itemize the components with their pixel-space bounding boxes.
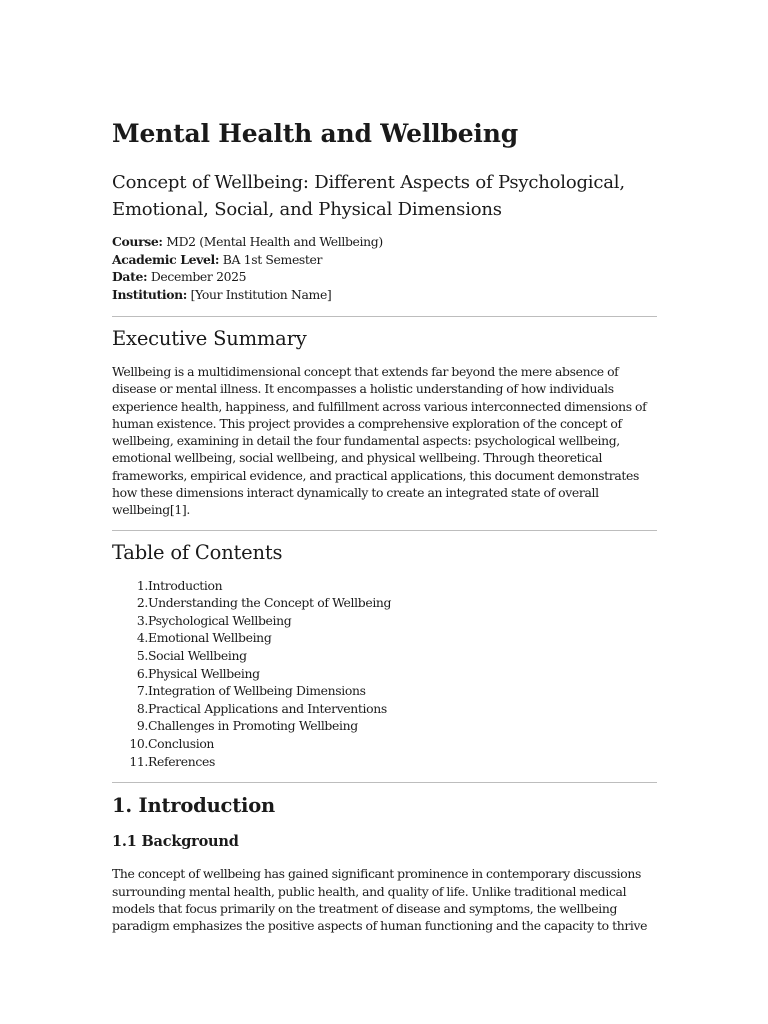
meta-academic-level-value: BA 1st Semester (222, 251, 323, 267)
toc-item[interactable] (112, 753, 657, 771)
meta-institution-value: [Your Institution Name] (190, 286, 332, 302)
meta-course-label: Course: (112, 234, 163, 249)
document-subtitle: Concept of Wellbeing: Different Aspects of Psychological, Emotional, Social, and Physical Dimensions (112, 172, 625, 220)
divider (112, 782, 657, 783)
toc-item-label: References (148, 753, 215, 769)
meta-institution-label: Institution: (112, 286, 188, 302)
meta-date-label: Date: (112, 269, 148, 284)
toc-item-number: 9. (136, 718, 148, 734)
toc-heading: Table of Contents (112, 540, 283, 564)
document-title: Mental Health and Wellbeing (112, 119, 518, 148)
toc-item-number: 10. (129, 736, 148, 752)
toc-item[interactable] (112, 665, 657, 683)
meta-academic-level-label: Academic Level: (112, 251, 220, 267)
table-of-contents (112, 577, 657, 771)
toc-item-label: Physical Wellbeing (148, 665, 260, 681)
divider (112, 316, 657, 317)
meta-course (112, 233, 657, 251)
toc-item-number: 3. (136, 612, 148, 628)
meta-course-value: MD2 (Mental Health and Wellbeing) (166, 234, 383, 249)
introduction-text: The concept of wellbeing has gained significant prominence in contemporary discussions surrounding mental health, public health, and quality of life. Unlike traditional medical models that focus primarily on the treatment of disease and symptoms, the wellbeing paradigm emphasizes the positive aspects of human functioning and the capacity to thrive (112, 866, 648, 934)
toc-item-number: 7. (136, 683, 148, 699)
toc-item[interactable] (112, 577, 657, 595)
toc-item-number: 11. (129, 753, 148, 769)
toc-item-label: Practical Applications and Interventions (148, 700, 387, 716)
introduction-heading: 1. Introduction (112, 794, 276, 818)
toc-item-number: 4. (136, 630, 148, 646)
toc-item[interactable] (112, 735, 657, 753)
toc-item-label: Emotional Wellbeing (148, 630, 272, 646)
divider (112, 530, 657, 531)
toc-item[interactable] (112, 594, 657, 612)
toc-item-label: Integration of Wellbeing Dimensions (148, 683, 366, 699)
document-metadata (112, 233, 657, 303)
toc-item-number: 8. (136, 700, 148, 716)
toc-item-label: Social Wellbeing (148, 648, 247, 664)
toc-item-label: Introduction (148, 577, 223, 593)
toc-item[interactable] (112, 700, 657, 718)
toc-item[interactable] (112, 612, 657, 630)
toc-item-number: 1. (136, 577, 148, 593)
meta-institution (112, 286, 657, 304)
toc-item[interactable] (112, 647, 657, 665)
toc-item-label: Challenges in Promoting Wellbeing (148, 718, 358, 734)
toc-item[interactable] (112, 717, 657, 735)
meta-date-value: December 2025 (150, 269, 247, 284)
meta-date (112, 268, 657, 286)
toc-item-label: Psychological Wellbeing (148, 612, 292, 628)
executive-summary-heading: Executive Summary (112, 327, 307, 350)
background-subheading: 1.1 Background (112, 833, 239, 851)
document-page (112, 118, 657, 934)
toc-item[interactable] (112, 629, 657, 647)
toc-item-label: Understanding the Concept of Wellbeing (148, 595, 392, 611)
toc-item-number: 2. (136, 595, 148, 611)
toc-item[interactable] (112, 682, 657, 700)
meta-academic-level (112, 251, 657, 269)
toc-item-number: 6. (136, 665, 148, 681)
toc-item-label: Conclusion (148, 736, 215, 752)
executive-summary-text: Wellbeing is a multidimensional concept that extends far beyond the mere absence of disease or mental illness. It encompasses a holistic understanding of how individuals experience health, happiness, and fulfillment across various interconnected dimensions of human existence. This project provides a comprehensive exploration of the concept of wellbeing, examining in detail the four fundamental aspects: psychological wellbeing, emotional wellbeing, social wellbeing, and physical wellbeing. Through theoretical frameworks, empirical evidence, and practical applications, this document demonstrates how these dimensions interact dynamically to create an integrated state of overall wellbeing[1]. (112, 364, 647, 518)
toc-item-number: 5. (136, 648, 148, 664)
